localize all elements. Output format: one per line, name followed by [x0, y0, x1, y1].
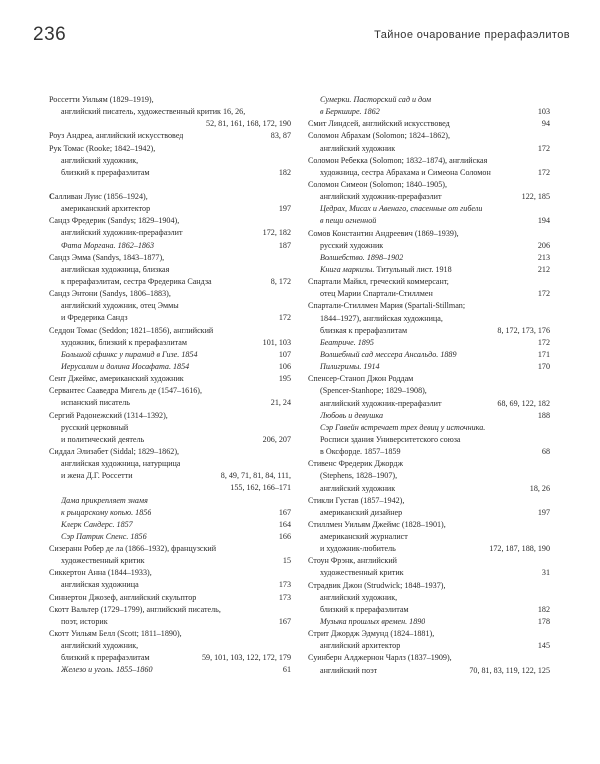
entry-text: Салливан Луис (1856–1924),	[49, 191, 148, 201]
index-entry	[49, 385, 291, 409]
entry-text: Стикли Густав (1857–1942),	[308, 495, 405, 505]
page-refs: 212	[537, 264, 550, 274]
index-line	[49, 337, 291, 349]
index-entry	[49, 252, 291, 288]
page-refs: 172	[537, 167, 550, 177]
entry-text: Сандз Энтони (Sandys, 1806–1883),	[49, 289, 171, 299]
index-line	[308, 313, 550, 325]
entry-text: английский художник,	[61, 155, 139, 165]
entry-text: Беатриче. 1895	[320, 337, 374, 347]
index-entry	[49, 592, 291, 604]
index-line	[308, 543, 550, 555]
index-line	[308, 94, 550, 106]
entry-text: в пещи огненной	[320, 216, 377, 226]
index-entry	[308, 228, 550, 277]
entry-text: близкий к прерафаэлитам	[61, 653, 150, 663]
index-entry	[49, 628, 291, 677]
page-refs: 8, 49, 71, 81, 84, 111,	[220, 471, 291, 481]
entry-text: испанский писатель	[61, 398, 130, 408]
entry-text: английская художница, натурщица	[61, 459, 181, 469]
index-line	[49, 422, 291, 434]
entry-text: Роуз Андреа, английский искусствовед	[49, 131, 184, 141]
entry-text: Сервантес Сааведра Мигель де (1547–1616),	[49, 386, 203, 396]
index-line	[49, 276, 291, 288]
entry-text: в Беркшире. 1862	[320, 107, 380, 117]
index-line	[308, 167, 550, 179]
index-line	[308, 470, 550, 482]
index-line	[49, 325, 291, 337]
page-refs: 172, 182	[262, 228, 291, 238]
index-entry	[308, 458, 550, 494]
page-refs: 15	[282, 556, 291, 566]
index-line	[308, 531, 550, 543]
index-line	[49, 143, 291, 155]
index-line	[308, 592, 550, 604]
index-line	[308, 616, 550, 628]
index-line	[308, 191, 550, 203]
page-refs: 172	[278, 313, 291, 323]
entry-text: английская художница, близкая	[61, 264, 170, 274]
index-line	[49, 495, 291, 507]
entry-text: Сумерки. Пасторский сад и дом	[320, 95, 432, 104]
entry-text: Большой сфинкс у пирамид в Гизе. 1854	[61, 349, 198, 359]
index-line	[308, 665, 550, 677]
page-refs: 94	[541, 119, 550, 129]
entry-text: Сэр Патрик Спенс. 1856	[61, 531, 147, 541]
entry-text: Пилигримы. 1914	[320, 362, 380, 372]
index-line	[308, 252, 550, 264]
index-entry	[308, 300, 550, 373]
index-line	[49, 288, 291, 300]
entry-text: (Stephens, 1828–1907),	[320, 471, 398, 481]
index-line	[308, 398, 550, 410]
page-refs: 59, 101, 103, 122, 172, 179	[201, 653, 291, 663]
page-refs: 106	[278, 361, 291, 371]
page-refs: 145	[537, 641, 550, 651]
page-refs: 187	[278, 240, 291, 250]
index-line	[308, 300, 550, 312]
entry-text: в Оксфорде. 1857–1859	[320, 447, 401, 457]
page-refs: 188	[537, 410, 550, 420]
page-refs: 70, 81, 83, 119, 122, 125	[469, 665, 550, 675]
index-entry	[49, 215, 291, 251]
page-refs: 68, 69, 122, 182	[497, 398, 550, 408]
index-entry	[308, 628, 550, 652]
page-refs: 8, 172, 173, 176	[497, 325, 550, 335]
index-entry	[49, 567, 291, 591]
index-line	[308, 507, 550, 519]
entry-text: Железо и уголь. 1855–1860	[61, 665, 153, 675]
index-line	[308, 228, 550, 240]
index-line	[308, 628, 550, 640]
entry-text: Стрит Джордж Эдмунд (1824–1881),	[308, 629, 435, 639]
index-entry	[49, 446, 291, 543]
index-line	[308, 325, 550, 337]
index-entry	[49, 325, 291, 374]
index-line	[49, 130, 291, 142]
page-refs: 173	[278, 592, 291, 602]
index-entry	[49, 604, 291, 628]
page-refs: 172	[537, 143, 550, 153]
entry-text: английский архитектор	[320, 641, 401, 651]
index-line	[49, 300, 291, 312]
index-entry	[49, 94, 291, 130]
entry-text: 1844–1927), английская художница,	[320, 313, 443, 323]
page-number: 236	[33, 24, 67, 45]
entry-text: близкий к прерафаэлитам	[320, 604, 409, 614]
page-refs: 31	[541, 568, 550, 578]
entry-text: Сиккертон Анна (1844–1933),	[49, 568, 152, 578]
page-refs: 206, 207	[262, 434, 291, 444]
index-line	[49, 652, 291, 664]
index-line	[308, 580, 550, 592]
index-line	[49, 616, 291, 628]
entry-text: Сандз Фредерик (Sandys; 1829–1904),	[49, 216, 180, 226]
page-refs: 83, 87	[270, 131, 291, 141]
index-entry	[308, 276, 550, 300]
page-refs: 197	[537, 507, 550, 517]
entry-text: Смит Линдсей, английский искусствовед	[308, 119, 450, 129]
page-refs: 195	[278, 374, 291, 384]
index-line	[308, 143, 550, 155]
index-line	[49, 567, 291, 579]
index-line	[308, 215, 550, 227]
entry-text: русский церковный	[61, 422, 129, 432]
index-line	[49, 507, 291, 519]
page-refs: 213	[537, 252, 550, 262]
index-line	[308, 288, 550, 300]
page-refs: 103	[537, 107, 550, 117]
entry-text: художник, близкий к прерафаэлитам	[61, 337, 188, 347]
entry-text: английский художник-прерафаэлит	[320, 398, 442, 408]
index-line	[49, 446, 291, 458]
page-refs: 172, 187, 188, 190	[489, 544, 550, 554]
index-line	[308, 495, 550, 507]
entry-text: Сизеранн Робер де ла (1866–1932), французский	[49, 544, 217, 554]
page-refs: 167	[278, 507, 291, 517]
entry-text: поэт, историк	[61, 616, 108, 626]
entry-text: Сиддал Элизабет (Siddal; 1829–1862),	[49, 446, 180, 456]
entry-text: английский художник-прерафаэлит	[320, 192, 442, 202]
entry-text: Волшебство. 1898–1902	[320, 252, 404, 262]
page-refs: 52, 81, 161, 168, 172, 190	[206, 119, 291, 129]
index-line	[308, 240, 550, 252]
entry-text: отец Марии Спартали-Стиллмен	[320, 289, 433, 299]
index-line	[49, 519, 291, 531]
index-line	[308, 349, 550, 361]
index-line	[308, 118, 550, 130]
entry-text: Музыка прошлых времен. 1890	[320, 617, 426, 627]
index-line	[308, 640, 550, 652]
index-line	[49, 555, 291, 567]
entry-text: американский журналист	[320, 532, 408, 542]
entry-text: английский писатель, художественный критик 16, 26,	[61, 107, 246, 117]
index-line	[308, 434, 550, 446]
index-entry	[49, 410, 291, 446]
index-line	[308, 483, 550, 495]
index-column-right	[308, 94, 550, 677]
index-line	[49, 373, 291, 385]
index-entry	[49, 143, 291, 179]
entry-text: художница, сестра Абрахама и Симеона Соломон	[320, 167, 491, 177]
entry-text: и жена Д.Г. Россетти	[61, 471, 133, 481]
entry-text: Спартали Майкл, греческий коммерсант,	[308, 277, 449, 287]
entry-text: художественный критик	[61, 556, 145, 566]
entry-text: английский художник, отец Эммы	[61, 301, 179, 311]
entry-text: Стиллмен Уильям Джеймс (1828–1901),	[308, 519, 446, 529]
entry-text: Спенсер-Станоп Джон Роддам	[308, 374, 414, 384]
index-line	[308, 555, 550, 567]
index-entry	[308, 130, 550, 154]
index-entry	[308, 519, 550, 555]
page-refs: 107	[278, 349, 291, 359]
index-line	[49, 579, 291, 591]
entry-text: Сергий Радонежский (1314–1392),	[49, 410, 168, 420]
entry-text: английский художник	[320, 143, 396, 153]
entry-text: к рыцарскому копью. 1856	[61, 507, 152, 517]
entry-text: и политический деятель	[61, 434, 145, 444]
index-line	[308, 458, 550, 470]
entry-text: Фата Моргана. 1862–1863	[61, 240, 155, 250]
index-entry	[308, 580, 550, 629]
index-entry	[308, 652, 550, 676]
index-line	[49, 543, 291, 555]
entry-text: Волшебный сад мессера Ансальдо. 1889	[320, 349, 457, 359]
entry-text: русский художник	[320, 240, 384, 250]
index-line	[49, 264, 291, 276]
entry-text: художественный критик	[320, 568, 404, 578]
index-line	[49, 628, 291, 640]
entry-text: Росписи здания Университетского союза	[320, 434, 461, 444]
index-line	[308, 422, 550, 434]
index-line	[49, 106, 291, 118]
page-refs: 164	[278, 519, 291, 529]
entry-text: Клерк Сандерс. 1857	[61, 519, 133, 529]
page-refs: 197	[278, 204, 291, 214]
page-refs: 61	[282, 665, 291, 675]
index-line	[49, 385, 291, 397]
index-line	[49, 664, 291, 676]
entry-text: Стоун Фрэнк, английский	[308, 556, 398, 566]
index-entry	[49, 543, 291, 567]
entry-text: близкий к прерафаэлитам	[61, 167, 150, 177]
page-refs: 182	[278, 167, 291, 177]
entry-text: Спартали-Стиллмен Мария (Spartali-Stillman;	[308, 301, 466, 311]
index-line	[49, 312, 291, 324]
index-line	[49, 592, 291, 604]
index-line	[49, 118, 291, 130]
index-line	[49, 482, 291, 494]
entry-text: Книга маркизы. Титульный лист. 1918	[320, 264, 452, 274]
page-refs: 172	[537, 289, 550, 299]
index-line	[308, 604, 550, 616]
index-line	[49, 434, 291, 446]
index-line	[49, 252, 291, 264]
page-refs: 155, 162, 166–171	[230, 483, 291, 493]
index-line	[49, 203, 291, 215]
index-line	[308, 361, 550, 373]
index-line	[308, 106, 550, 118]
page-refs: 194	[537, 216, 550, 226]
entry-text: Соломон Ребекка (Solomon; 1832–1874), английская	[308, 155, 488, 165]
page-refs: 8, 172	[270, 276, 291, 286]
entry-text: Цедрах, Мисах и Авенаго, спасенные от гибели	[320, 204, 483, 214]
entry-text: к прерафаэлитам, сестра Фредерика Сандза	[61, 276, 212, 286]
index-entry	[308, 118, 550, 130]
index-column-left	[49, 94, 291, 677]
index-line	[308, 519, 550, 531]
entry-text: английский художник	[320, 483, 396, 493]
page-refs: 170	[537, 362, 550, 372]
index-line	[49, 227, 291, 239]
entry-text: Сэр Гавейн встречает трех девиц у источника.	[320, 422, 486, 432]
page-refs: 178	[537, 617, 550, 627]
entry-text: Россетти Уильям (1829–1919),	[49, 95, 154, 104]
entry-text: близкая к прерафаэлитам	[320, 325, 408, 335]
entry-text: Рук Томас (Rooke; 1842–1942),	[49, 143, 156, 153]
entry-text: английский художник,	[61, 641, 139, 651]
page-refs: 122, 185	[521, 192, 550, 202]
index-line	[308, 203, 550, 215]
page-refs: 68	[541, 447, 550, 457]
index-line	[308, 264, 550, 276]
index-line	[49, 458, 291, 470]
index-line	[308, 373, 550, 385]
page-refs: 18, 26	[529, 483, 550, 493]
index-entry	[308, 94, 550, 118]
index-line	[308, 385, 550, 397]
entry-text: Иерусалим и долина Иосафата. 1854	[61, 361, 190, 371]
entry-text: английская художница	[61, 580, 139, 590]
entry-text: и художник-любитель	[320, 544, 396, 554]
index-line	[308, 130, 550, 142]
page-refs: 21, 24	[270, 398, 291, 408]
index-line	[49, 470, 291, 482]
entry-text: Любовь и девушка	[320, 410, 384, 420]
index-line	[308, 337, 550, 349]
entry-text: Скотт Уильям Белл (Scott; 1811–1890),	[49, 629, 182, 639]
entry-text: Соломон Симеон (Solomon; 1840–1905),	[308, 179, 447, 189]
entry-text: Соломон Абрахам (Solomon; 1824–1862),	[308, 131, 451, 141]
entry-text: американский архитектор	[61, 204, 151, 214]
index-entry	[308, 155, 550, 179]
index-line	[49, 167, 291, 179]
index-line	[308, 155, 550, 167]
index-line	[49, 410, 291, 422]
entry-text: Синнертон Джозеф, английский скульптор	[49, 592, 197, 602]
index-entry	[308, 373, 550, 458]
index-entry	[49, 373, 291, 385]
running-title: Тайное очарование прерафаэлитов	[374, 29, 570, 41]
entry-text: Сент Джеймс, американский художник	[49, 374, 184, 384]
index-line	[49, 397, 291, 409]
page-refs: 167	[278, 616, 291, 626]
page-refs: 172	[537, 337, 550, 347]
index-line	[308, 179, 550, 191]
index-line	[49, 640, 291, 652]
index-entry	[308, 555, 550, 579]
index-line	[308, 652, 550, 664]
entry-text: Сомов Константин Андреевич (1869–1939),	[308, 228, 459, 238]
entry-text: Седдон Томас (Seddon; 1821–1856), английский	[49, 325, 214, 335]
index-line	[49, 604, 291, 616]
index-entry	[308, 495, 550, 519]
entry-text: Стивенс Фредерик Джордж	[308, 459, 404, 469]
entry-text: Сандз Эмма (Sandys, 1843–1877),	[49, 252, 165, 262]
index-line	[49, 531, 291, 543]
entry-text: (Spencer-Stanhope; 1829–1908),	[320, 386, 427, 396]
entry-text: Скотт Вальтер (1729–1799), английский писатель,	[49, 604, 221, 614]
page-refs: 166	[278, 531, 291, 541]
index-line	[308, 446, 550, 458]
index-entry	[49, 130, 291, 142]
index-entry	[49, 288, 291, 324]
entry-text: английский художник,	[320, 592, 398, 602]
index-line	[49, 240, 291, 252]
entry-text: американский дизайнер	[320, 507, 403, 517]
entry-text: Страдвик Джон (Strudwick; 1848–1937),	[308, 580, 446, 590]
entry-text: Суинберн Алджернон Чарлз (1837–1909),	[308, 653, 452, 663]
index-line	[49, 215, 291, 227]
index-line	[49, 349, 291, 361]
page-refs: 173	[278, 580, 291, 590]
index-line	[308, 410, 550, 422]
index-line	[49, 361, 291, 373]
index-line	[49, 191, 291, 203]
index-line	[308, 276, 550, 288]
entry-text: английский поэт	[320, 665, 378, 675]
page-refs: 182	[537, 604, 550, 614]
index-entry	[49, 191, 291, 215]
index-line	[49, 155, 291, 167]
entry-text: и Фредерика Сандз	[61, 313, 128, 323]
entry-text: английский художник-прерафаэлит	[61, 228, 183, 238]
index-entry	[308, 179, 550, 228]
index-line	[49, 94, 291, 106]
index-line	[308, 567, 550, 579]
page-refs: 206	[537, 240, 550, 250]
page-refs: 101, 103	[262, 337, 291, 347]
entry-text: Дама прикрепляет знамя	[61, 495, 148, 505]
page-refs: 171	[537, 349, 550, 359]
